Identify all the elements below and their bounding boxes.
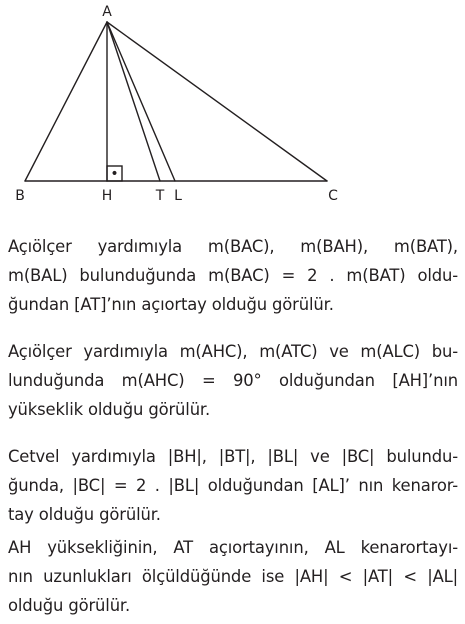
paragraph-line: Açıölçer yardımıyla m(AHC), m(ATC) ve m(ALC) bu- [8, 342, 458, 361]
paragraph-line: tay olduğu görülür. [8, 505, 161, 524]
paragraph-median [8, 442, 458, 529]
label-t: T [155, 188, 165, 204]
paragraph-altitude [8, 337, 458, 424]
label-c: C [328, 188, 338, 204]
paragraph-line: ğundan [AT]’nın açıortay olduğu görülür. [8, 295, 334, 314]
label-b: B [15, 188, 25, 204]
paragraph-line: yükseklik olduğu görülür. [8, 400, 211, 419]
paragraph-line: lunduğunda m(AHC) = 90° olduğundan [AH]’nın [8, 371, 458, 390]
paragraph-line: m(BAL) bulunduğunda m(BAC) = 2 . m(BAT) oldu- [8, 266, 458, 285]
paragraph-line: Açıölçer yardımıyla m(BAC), m(BAH), m(BAT), [8, 237, 458, 256]
paragraph-line: olduğu görülür. [8, 596, 131, 615]
paragraph-comparison [8, 533, 458, 620]
paragraph-line: Cetvel yardımıyla |BH|, |BT|, |BL| ve |BC| bulundu- [8, 447, 458, 466]
triangle-figure [0, 0, 465, 220]
side-ac [107, 22, 327, 181]
paragraph-bisector [8, 232, 458, 319]
label-a: A [102, 4, 112, 20]
side-ab [25, 22, 107, 181]
label-l: L [174, 188, 182, 204]
paragraph-line: AH yüksekliğinin, AT açıortayının, AL kenarortayı- [8, 538, 458, 557]
paragraph-line: nın uzunlukları ölçüldüğünde ise |AH| < |AT| < |AL| [8, 567, 458, 586]
label-h: H [101, 188, 113, 204]
bisector-at [107, 22, 160, 181]
paragraph-line: ğunda, |BC| = 2 . |BL| olduğundan [AL]’ nın kenaror- [8, 476, 458, 495]
right-angle-dot: • [110, 166, 119, 182]
